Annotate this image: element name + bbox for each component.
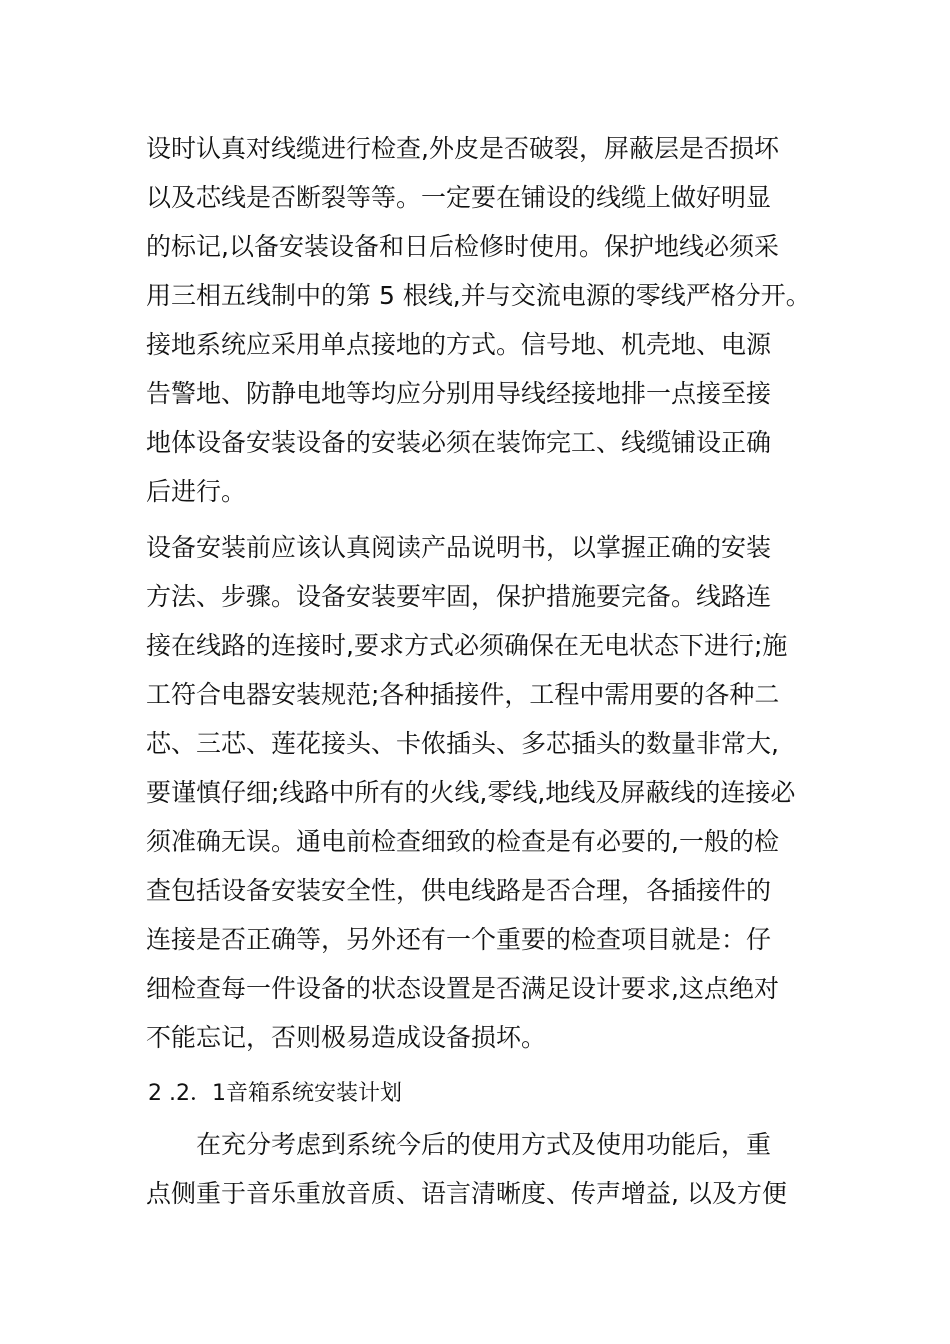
paragraph-line: 芯、三芯、莲花接头、卡侬插头、多芯插头的数量非常大, [146, 729, 779, 758]
paragraph-line: 工符合电器安装规范;各种插接件，工程中需用要的各种二 [146, 680, 780, 709]
paragraph-line: 连接是否正确等，另外还有一个重要的检查项目就是：仔 [146, 925, 772, 954]
paragraph-line: 要谨慎仔细;线路中所有的火线,零线,地线及屏蔽线的连接必 [146, 778, 796, 807]
paragraph-line: 接地系统应采用单点接地的方式。信号地、机壳地、电源 [146, 330, 772, 359]
paragraph-line: 不能忘记，否则极易造成设备损坏。 [146, 1023, 547, 1052]
paragraph-line: 细检查每一件设备的状态设置是否满足设计要求,这点绝对 [146, 974, 779, 1003]
paragraph-line: 查包括设备安装安全性，供电线路是否合理，各插接件的 [146, 876, 772, 905]
paragraph-line: 用三相五线制中的第 5 根线,并与交流电源的零线严格分开。 [146, 281, 811, 310]
paragraph-line: 以及芯线是否断裂等等。一定要在铺设的线缆上做好明显 [146, 183, 772, 212]
paragraph-line: 点侧重于音乐重放音质、语言清晰度、传声增益, 以及方便 [146, 1179, 787, 1208]
paragraph-line: 须准确无误。通电前检查细致的检查是有必要的,一般的检 [146, 827, 779, 856]
section-heading: 2 .2．1音箱系统安装计划 [148, 1081, 402, 1106]
paragraph-line: 设备安装前应该认真阅读产品说明书，以掌握正确的安装 [146, 533, 772, 562]
paragraph-line: 告警地、防静电地等均应分别用导线经接地排一点接至接 [146, 379, 772, 408]
paragraph-line: 的标记,以备安装设备和日后检修时使用。保护地线必须采 [146, 232, 779, 261]
paragraph-line: 接在线路的连接时,要求方式必须确保在无电状态下进行;施 [146, 631, 788, 660]
paragraph-line: 方法、步骤。设备安装要牢固，保护措施要完备。线路连 [146, 582, 772, 611]
paragraph-line: 地体设备安装设备的安装必须在装饰完工、线缆铺设正确 [146, 428, 772, 457]
paragraph-line: 后进行。 [146, 477, 247, 506]
paragraph-line: 设时认真对线缆进行检查,外皮是否破裂，屏蔽层是否损坏 [146, 134, 779, 163]
paragraph-line: 在充分考虑到系统今后的使用方式及使用功能后，重 [196, 1130, 772, 1159]
